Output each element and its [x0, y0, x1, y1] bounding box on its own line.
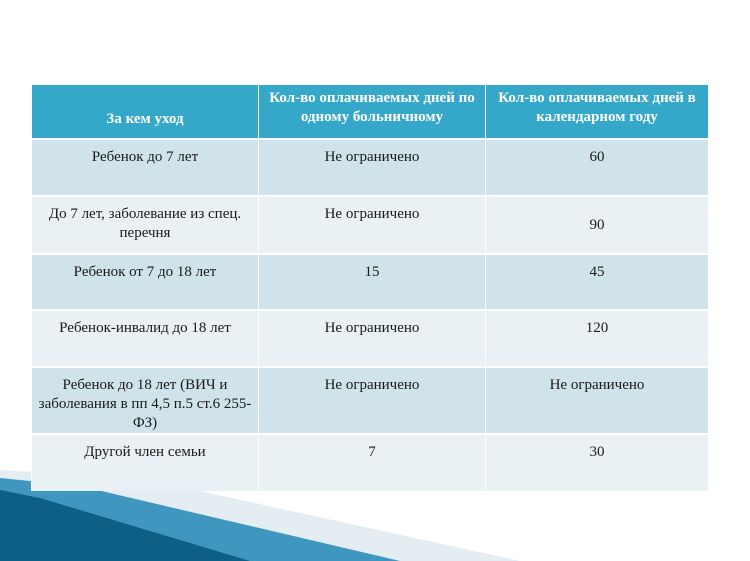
sick-leave-table — [31, 85, 709, 491]
table-header-row — [32, 85, 709, 139]
cell-days-per-year: 120 — [486, 310, 709, 367]
cell-days-per-year: 90 — [486, 196, 709, 254]
cell-days-per-sick-leave: 15 — [259, 254, 486, 310]
cell-caregiver: Ребенок-инвалид до 18 лет — [32, 310, 259, 367]
table-row — [32, 434, 709, 491]
cell-days-per-sick-leave: Не ограничено — [259, 310, 486, 367]
cell-caregiver: Другой член семьи — [32, 434, 259, 491]
header-caregiver: За кем уход — [32, 85, 259, 139]
header-days-per-year: Кол-во оплачиваемых дней в календарном году — [486, 85, 709, 139]
cell-caregiver: До 7 лет, заболевание из спец. перечня — [32, 196, 259, 254]
cell-days-per-sick-leave: Не ограничено — [259, 139, 486, 196]
cell-caregiver: Ребенок до 7 лет — [32, 139, 259, 196]
cell-caregiver: Ребенок до 18 лет (ВИЧ и заболевания в пп 4,5 п.5 ст.6 255-ФЗ) — [32, 367, 259, 434]
cell-caregiver: Ребенок от 7 до 18 лет — [32, 254, 259, 310]
table-row — [32, 139, 709, 196]
cell-days-per-year: 60 — [486, 139, 709, 196]
cell-days-per-year: 30 — [486, 434, 709, 491]
cell-days-per-sick-leave: Не ограничено — [259, 196, 486, 254]
table-row — [32, 310, 709, 367]
cell-days-per-sick-leave: 7 — [259, 434, 486, 491]
header-days-per-sick-leave: Кол-во оплачиваемых дней по одному больничному — [259, 85, 486, 139]
cell-days-per-year: 45 — [486, 254, 709, 310]
table-row — [32, 254, 709, 310]
cell-days-per-year: Не ограничено — [486, 367, 709, 434]
table-row — [32, 367, 709, 434]
cell-days-per-sick-leave: Не ограничено — [259, 367, 486, 434]
table-row — [32, 196, 709, 254]
